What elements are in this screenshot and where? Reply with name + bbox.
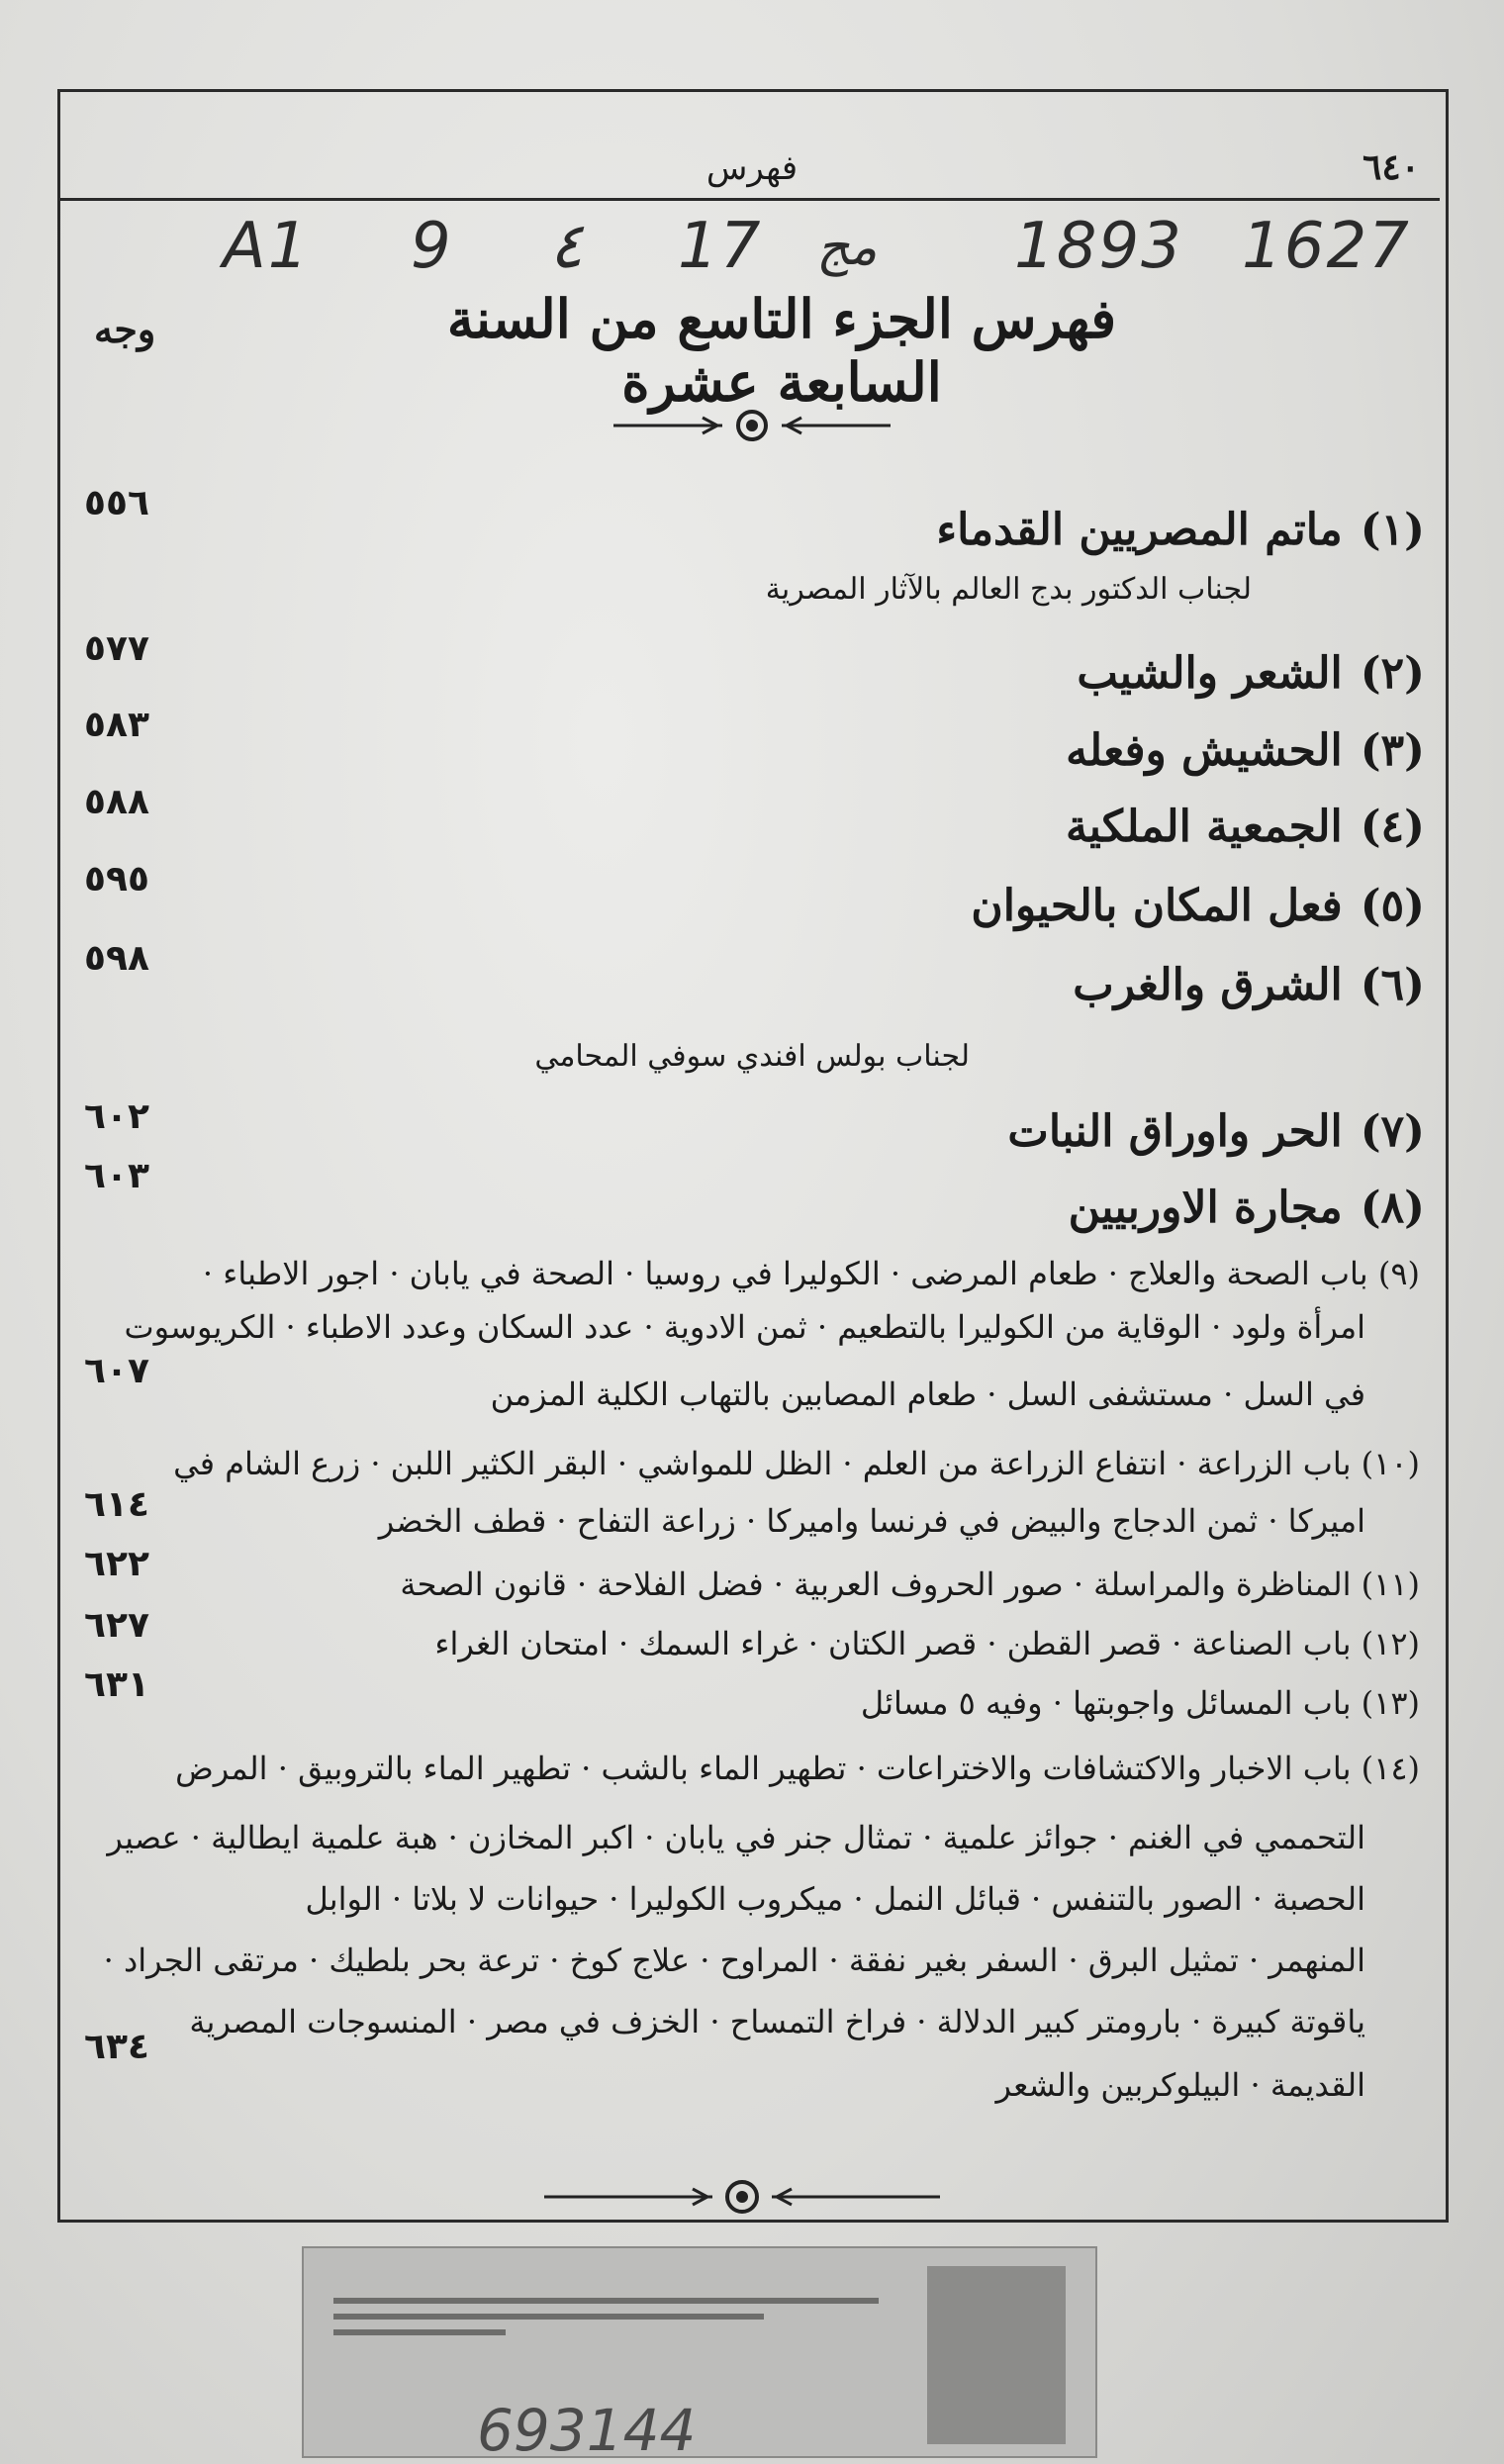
entry-byline: لجناب الدكتور بدج العالم بالآثار المصرية — [765, 572, 1252, 607]
stamp-part: 17 — [678, 210, 763, 283]
section-text: باب الاخبار والاكتشافات والاختراعات · تطهير الماء بالشب · تطهير الماء بالتروبيق · المرض — [175, 1750, 1352, 1787]
section-number: (١٠) — [1361, 1445, 1420, 1482]
entry-title: الجمعية الملكية — [1066, 802, 1343, 852]
handwritten-stamp — [223, 210, 1440, 289]
section-line — [175, 1750, 1420, 1787]
section-text: باب الصحة والعلاج · طعام المرضى · الكوليرا في روسيا · الصحة في يابان · اجور الاطباء · — [202, 1255, 1368, 1292]
toc-entry — [1066, 802, 1425, 852]
page-ref: ٥٨٨ — [84, 782, 149, 822]
toc-entry — [1069, 1183, 1425, 1233]
header-page-number: ٦٤٠ — [1362, 146, 1420, 188]
entry-number: (٢) — [1360, 648, 1425, 699]
entry-byline: لجناب بولس افندي سوفي المحامي — [534, 1039, 970, 1074]
page-ref: ٥٩٨ — [84, 938, 149, 979]
section-line: التحممي في الغنم · جوائز علمية · تمثال جنر في يابان · اكبر المخازن · هبة علمية ايطالية · عصير — [107, 1819, 1365, 1856]
page-ref: ٥٧٧ — [84, 628, 149, 669]
ornament-divider-icon — [534, 2177, 950, 2217]
section-line — [173, 1445, 1420, 1482]
section-line — [861, 1684, 1420, 1722]
ornament-divider-icon — [604, 406, 900, 445]
stamp-emblem-icon — [927, 2266, 1066, 2444]
section-line: الحصبة · الصور بالتنفس · قبائل النمل · ميكروب الكوليرا · حيوانات لا بلاتا · الوابل — [305, 1880, 1365, 1918]
section-number: (١٢) — [1361, 1625, 1420, 1662]
entry-number: (٨) — [1360, 1183, 1425, 1233]
section-line — [400, 1565, 1420, 1603]
stamp-part: 1893 — [1014, 210, 1183, 283]
section-line — [203, 1255, 1420, 1292]
section-number: (١٤) — [1361, 1750, 1420, 1787]
toc-entry — [936, 505, 1425, 555]
section-text: باب الصناعة · قصر القطن · قصر الكتان · غراء السمك · امتحان الغراء — [434, 1625, 1352, 1662]
page-ref: ٦١٤ — [84, 1484, 149, 1525]
stamp-part: A1 — [223, 210, 311, 283]
section-number: (١١) — [1361, 1565, 1420, 1603]
section-number: (١٣) — [1361, 1684, 1420, 1722]
toc-entry — [1077, 648, 1425, 699]
stamp-part: 9 — [411, 210, 453, 283]
page-ref: ٥٥٦ — [84, 483, 149, 523]
entry-number: (٥) — [1360, 881, 1425, 931]
entry-title: الحر واوراق النبات — [1007, 1106, 1343, 1157]
entry-number: (٧) — [1360, 1106, 1425, 1157]
page-column-label: وجه — [94, 307, 156, 351]
section-line: القديمة · البيلوكربين والشعر — [995, 2066, 1365, 2104]
header-rule — [59, 198, 1440, 201]
section-text: باب المسائل واجوبتها · وفيه ٥ مسائل — [860, 1684, 1352, 1722]
section-line: ياقوتة كبيرة · بارومتر كبير الدلالة · فراخ التمساح · الخزف في مصر · المنسوجات المصرية — [189, 2003, 1365, 2040]
stamp-part: مج — [816, 218, 878, 277]
stamp-text-lines — [333, 2288, 907, 2345]
section-text: باب الزراعة · انتفاع الزراعة من العلم · الظل للمواشي · البقر الكثير اللبن · زرع الشام في — [173, 1445, 1352, 1482]
page-ref: ٦٢٧ — [84, 1605, 149, 1646]
toc-entry — [1066, 725, 1425, 776]
index-title: فهرس الجزء التاسع من السنة السابعة عشرة — [446, 287, 1117, 414]
section-text: المناظرة والمراسلة · صور الحروف العربية · فضل الفلاحة · قانون الصحة — [400, 1565, 1352, 1603]
entry-number: (٤) — [1360, 802, 1425, 852]
entry-title: الشعر والشيب — [1077, 648, 1343, 699]
section-line: في السل · مستشفى السل · طعام المصابين بالتهاب الكلية المزمن — [490, 1375, 1365, 1413]
entry-number: (٦) — [1360, 960, 1425, 1010]
section-number: (٩) — [1377, 1255, 1420, 1292]
section-line — [434, 1625, 1420, 1662]
page-ref: ٦٠٢ — [84, 1096, 149, 1137]
entry-title: الشرق والغرب — [1073, 960, 1343, 1010]
entry-title: فعل المكان بالحيوان — [971, 881, 1343, 931]
header-title: فهرس — [705, 148, 799, 188]
entry-number: (٣) — [1360, 725, 1425, 776]
entry-title: الحشيش وفعله — [1066, 725, 1343, 776]
section-line: امرأة ولود · الوقاية من الكوليرا بالتطعيم · ثمن الادوية · عدد السكان وعدد الاطباء · الكريوسوت — [124, 1308, 1365, 1346]
page-ref: ٦٣٤ — [84, 2027, 149, 2067]
entry-number: (١) — [1360, 505, 1425, 555]
toc-entry — [971, 881, 1425, 931]
stamp-part: ٤ — [549, 210, 584, 283]
library-stamp — [302, 2246, 1097, 2464]
page-ref: ٦٣١ — [84, 1664, 149, 1705]
page-ref: ٥٩٥ — [84, 859, 149, 900]
toc-entry — [1073, 960, 1425, 1010]
entry-title: مجارة الاوربيين — [1068, 1183, 1343, 1233]
toc-entry — [1007, 1106, 1425, 1157]
page-ref: ٦٠٣ — [84, 1156, 149, 1196]
page-ref: ٥٨٣ — [84, 705, 149, 745]
stamp-number: 693144 — [477, 2397, 697, 2464]
page-ref: ٦٢٢ — [84, 1544, 149, 1584]
stamp-part: 1627 — [1242, 210, 1411, 283]
entry-title: ماتم المصريين القدماء — [936, 505, 1343, 555]
page-ref: ٦٠٧ — [84, 1351, 149, 1391]
section-line: المنهمر · تمثيل البرق · السفر بغير نفقة · المراوح · علاج كوخ · ترعة بحر بلطيك · مرتقى الجراد · — [103, 1942, 1365, 1979]
section-line: اميركا · ثمن الدجاج والبيض في فرنسا واميركا · زراعة التفاح · قطف الخضر — [378, 1502, 1365, 1540]
